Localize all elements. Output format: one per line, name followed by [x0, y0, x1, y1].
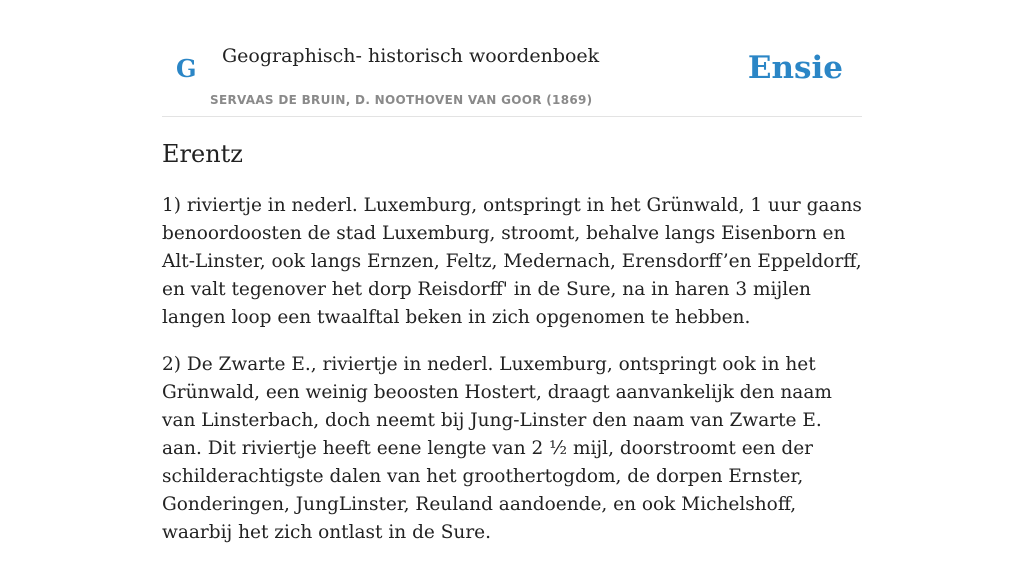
- entry-body: [162, 192, 862, 566]
- book-header: [162, 0, 862, 117]
- book-letter-icon[interactable]: G: [176, 54, 197, 83]
- ensie-logo-link[interactable]: Ensie: [747, 50, 843, 86]
- entry-title: Erentz: [162, 140, 243, 168]
- entry-paragraph-1: 1) riviertje in nederl. Luxemburg, ontspringt in het Grünwald, 1 uur gaans benoordoosten de stad Luxemburg, stroomt, behalve langs Eisenborn en Alt-Linster, ook langs Ernzen, Feltz, Medernach, Erensdorff’en Eppeldorff, en valt tegenover het dorp Reisdorff' in de Sure, na in haren 3 mijlen langen loop een twaalftal beken in zich opgenomen te hebben.: [162, 195, 862, 328]
- entry-paragraph-2: 2) De Zwarte E., riviertje in nederl. Luxemburg, ontspringt ook in het Grünwald, een weinig beoosten Hostert, draagt aanvankelijk den naam van Linsterbach, doch neemt bij Jung-Linster den naam van Zwarte E. aan. Dit riviertje heeft eene lengte van 2 ½ mijl, doorstroomt een der schilderachtigste dalen van het groothertogdom, de dorpen Ernster, Gonderingen, JungLinster, Reuland aandoende, en ook Michelshoff, waarbij het zich ontlast in de Sure.: [162, 354, 832, 543]
- book-authors: SERVAAS DE BRUIN, D. NOOTHOVEN VAN GOOR (1869): [210, 93, 593, 107]
- book-title[interactable]: Geographisch- historisch woordenboek: [222, 45, 600, 67]
